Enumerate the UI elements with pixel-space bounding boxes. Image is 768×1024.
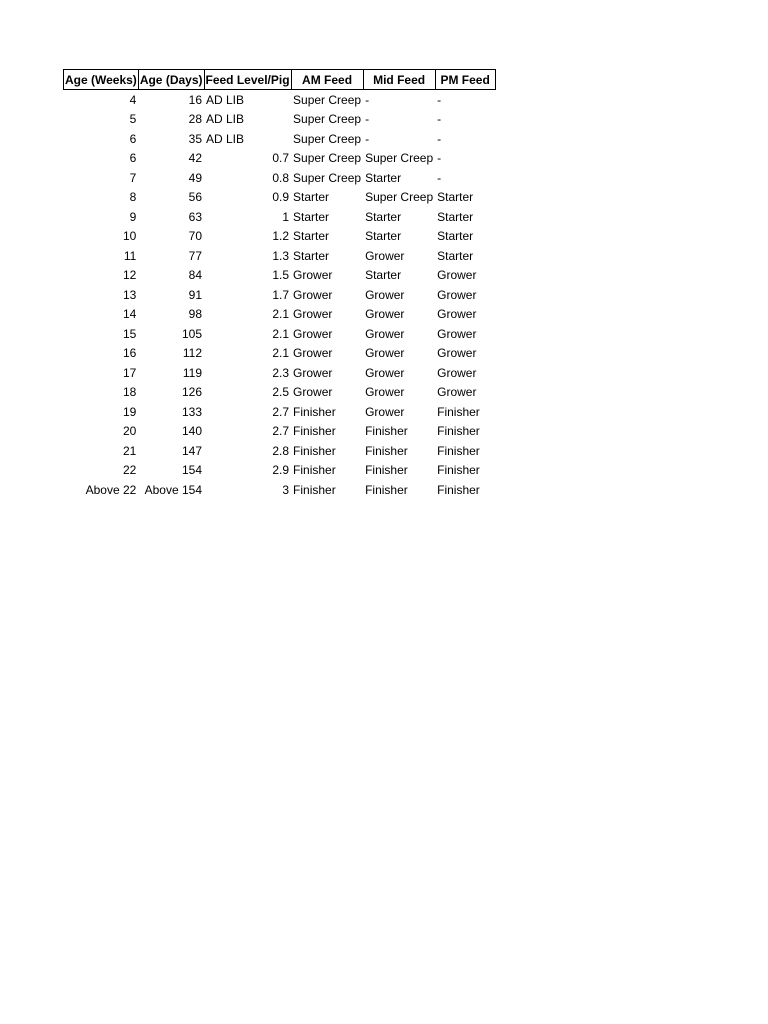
age-days-cell[interactable]: 147: [181, 443, 202, 458]
age-days-cell[interactable]: 49: [188, 170, 202, 185]
age-days-cell[interactable]: 56: [188, 190, 202, 205]
age-weeks-cell[interactable]: 19: [122, 404, 137, 419]
feed-level-cell[interactable]: 2.9: [272, 463, 290, 478]
pm-feed-cell[interactable]: Starter: [437, 248, 474, 263]
table-row: [64, 129, 496, 149]
pm-feed-cell[interactable]: Grower: [437, 385, 477, 400]
table-row: [64, 246, 496, 266]
mid-feed-cell[interactable]: Grower: [365, 307, 405, 322]
age-days-cell[interactable]: 91: [188, 287, 202, 302]
mid-feed-cell[interactable]: Grower: [365, 365, 405, 380]
age-weeks-cell[interactable]: 6: [129, 131, 137, 146]
table-row: [64, 110, 496, 130]
am-feed-cell[interactable]: Finisher: [293, 482, 336, 497]
age-weeks-cell[interactable]: 4: [129, 92, 137, 107]
am-feed-cell[interactable]: Grower: [293, 307, 333, 322]
age-days-cell[interactable]: 126: [181, 385, 202, 400]
am-feed-cell[interactable]: Grower: [293, 365, 333, 380]
header-pm-feed[interactable]: PM Feed: [435, 70, 495, 90]
feed-schedule-table: [63, 69, 496, 500]
table-row: [64, 363, 496, 383]
mid-feed-cell[interactable]: Super Creep: [365, 151, 434, 166]
mid-feed-cell[interactable]: Starter: [365, 229, 402, 244]
pm-feed-cell[interactable]: -: [437, 92, 442, 107]
feed-level-cell[interactable]: 1.3: [272, 248, 290, 263]
am-feed-cell[interactable]: Grower: [293, 385, 333, 400]
table-row: [64, 285, 496, 305]
table-row: [64, 188, 496, 208]
age-weeks-cell[interactable]: 20: [122, 424, 137, 439]
table-row: [64, 207, 496, 227]
table-row: [64, 266, 496, 286]
pm-feed-cell[interactable]: Finisher: [437, 404, 480, 419]
feed-level-cell[interactable]: 1.5: [272, 268, 290, 283]
am-feed-cell[interactable]: Starter: [293, 229, 330, 244]
am-feed-cell[interactable]: Finisher: [293, 424, 336, 439]
header-row: [64, 70, 496, 90]
table-row: [64, 324, 496, 344]
age-days-cell[interactable]: 112: [182, 346, 202, 361]
mid-feed-cell[interactable]: Starter: [365, 170, 402, 185]
feed-level-cell[interactable]: 2.8: [272, 443, 290, 458]
feed-level-cell[interactable]: 2.7: [272, 404, 290, 419]
header-mid-feed[interactable]: Mid Feed: [363, 70, 435, 90]
feed-level-cell[interactable]: 0.8: [272, 170, 290, 185]
age-weeks-cell[interactable]: 6: [129, 151, 137, 166]
mid-feed-cell[interactable]: -: [365, 112, 370, 127]
pm-feed-cell[interactable]: Grower: [437, 365, 477, 380]
feed-level-cell[interactable]: 2.7: [272, 424, 290, 439]
age-days-cell[interactable]: 140: [181, 424, 202, 439]
feed-level-cell[interactable]: 3: [282, 482, 290, 497]
table-body: [64, 90, 496, 500]
age-weeks-cell[interactable]: 18: [122, 385, 137, 400]
pm-feed-cell[interactable]: Finisher: [437, 482, 480, 497]
am-feed-cell[interactable]: Finisher: [293, 463, 336, 478]
header-age-days[interactable]: Age (Days): [138, 70, 204, 90]
mid-feed-cell[interactable]: Starter: [365, 209, 402, 224]
feed-level-cell[interactable]: 1.2: [272, 229, 290, 244]
age-days-cell[interactable]: 77: [188, 248, 202, 263]
age-days-cell[interactable]: Above 154: [144, 482, 202, 497]
age-weeks-cell[interactable]: 17: [122, 365, 137, 380]
pm-feed-cell[interactable]: Starter: [437, 190, 474, 205]
feed-level-cell[interactable]: 2.1: [272, 346, 290, 361]
pm-feed-cell[interactable]: Grower: [437, 307, 477, 322]
mid-feed-cell[interactable]: Grower: [365, 326, 405, 341]
feed-level-cell[interactable]: 2.5: [272, 385, 290, 400]
age-weeks-cell[interactable]: 10: [122, 229, 137, 244]
table-row: [64, 422, 496, 442]
mid-feed-cell[interactable]: Starter: [365, 268, 402, 283]
age-weeks-cell[interactable]: 13: [122, 287, 137, 302]
age-weeks-cell[interactable]: Above 22: [85, 482, 137, 497]
age-weeks-cell[interactable]: 7: [129, 170, 137, 185]
age-weeks-cell[interactable]: 9: [129, 209, 137, 224]
am-feed-cell[interactable]: Grower: [293, 287, 333, 302]
feed-level-cell[interactable]: 0.7: [272, 151, 290, 166]
mid-feed-cell[interactable]: Grower: [365, 287, 405, 302]
am-feed-cell[interactable]: Super Creep: [293, 92, 362, 107]
age-days-cell[interactable]: 16: [188, 92, 202, 107]
am-feed-cell[interactable]: Finisher: [293, 404, 336, 419]
table-row: [64, 90, 496, 110]
age-days-cell[interactable]: 98: [188, 307, 202, 322]
age-weeks-cell[interactable]: 5: [129, 112, 137, 127]
mid-feed-cell[interactable]: Grower: [365, 385, 405, 400]
age-days-cell[interactable]: 105: [181, 326, 202, 341]
feed-level-cell[interactable]: AD LIB: [206, 92, 245, 107]
header-am-feed[interactable]: AM Feed: [291, 70, 363, 90]
pm-feed-cell[interactable]: Grower: [437, 326, 477, 341]
pm-feed-cell[interactable]: -: [437, 151, 442, 166]
age-days-cell[interactable]: 154: [181, 463, 202, 478]
age-weeks-cell[interactable]: 16: [122, 346, 137, 361]
pm-feed-cell[interactable]: Grower: [437, 268, 477, 283]
age-days-cell[interactable]: 35: [188, 131, 202, 146]
feed-schedule-sheet: [63, 69, 496, 500]
am-feed-cell[interactable]: Starter: [293, 209, 330, 224]
pm-feed-cell[interactable]: -: [437, 131, 442, 146]
age-weeks-cell[interactable]: 8: [129, 190, 137, 205]
mid-feed-cell[interactable]: -: [365, 131, 370, 146]
mid-feed-cell[interactable]: Grower: [365, 404, 405, 419]
feed-level-cell[interactable]: AD LIB: [206, 112, 245, 127]
mid-feed-cell[interactable]: Finisher: [365, 482, 408, 497]
mid-feed-cell[interactable]: Finisher: [365, 443, 408, 458]
am-feed-cell[interactable]: Super Creep: [293, 131, 362, 146]
mid-feed-cell[interactable]: Finisher: [365, 463, 408, 478]
am-feed-cell[interactable]: Finisher: [293, 443, 336, 458]
age-weeks-cell[interactable]: 22: [122, 463, 137, 478]
header-age-weeks[interactable]: Age (Weeks): [64, 70, 139, 90]
age-days-cell[interactable]: 133: [181, 404, 202, 419]
table-row: [64, 344, 496, 364]
table-row: [64, 168, 496, 188]
am-feed-cell[interactable]: Super Creep: [293, 112, 362, 127]
age-days-cell[interactable]: 119: [182, 365, 202, 380]
am-feed-cell[interactable]: Grower: [293, 326, 333, 341]
age-days-cell[interactable]: 63: [188, 209, 202, 224]
pm-feed-cell[interactable]: -: [437, 170, 442, 185]
table-row: [64, 441, 496, 461]
table-row: [64, 383, 496, 403]
pm-feed-cell[interactable]: Starter: [437, 209, 474, 224]
age-days-cell[interactable]: 70: [188, 229, 202, 244]
am-feed-cell[interactable]: Grower: [293, 268, 333, 283]
table-row: [64, 305, 496, 325]
table-row: [64, 227, 496, 247]
table-row: [64, 402, 496, 422]
table-row: [64, 149, 496, 169]
age-weeks-cell[interactable]: 11: [123, 248, 137, 263]
header-feed-level[interactable]: Feed Level/Pig: [204, 70, 291, 90]
age-days-cell[interactable]: 28: [188, 112, 202, 127]
age-days-cell[interactable]: 42: [188, 151, 202, 166]
mid-feed-cell[interactable]: Grower: [365, 346, 405, 361]
am-feed-cell[interactable]: Super Creep: [293, 151, 362, 166]
feed-level-cell[interactable]: 2.1: [272, 326, 290, 341]
age-weeks-cell[interactable]: 12: [122, 268, 137, 283]
feed-level-cell[interactable]: 0.9: [272, 190, 290, 205]
am-feed-cell[interactable]: Grower: [293, 346, 333, 361]
pm-feed-cell[interactable]: Finisher: [437, 463, 480, 478]
age-weeks-cell[interactable]: 21: [122, 443, 137, 458]
pm-feed-cell[interactable]: Finisher: [437, 424, 480, 439]
feed-level-cell[interactable]: 1.7: [272, 287, 290, 302]
pm-feed-cell[interactable]: Finisher: [437, 443, 480, 458]
mid-feed-cell[interactable]: Super Creep: [365, 190, 434, 205]
feed-level-cell[interactable]: 1: [282, 209, 290, 224]
am-feed-cell[interactable]: Starter: [293, 248, 330, 263]
feed-level-cell[interactable]: 2.1: [272, 307, 290, 322]
am-feed-cell[interactable]: Starter: [293, 190, 330, 205]
age-days-cell[interactable]: 84: [188, 268, 202, 283]
age-weeks-cell[interactable]: 14: [122, 307, 137, 322]
age-weeks-cell[interactable]: 15: [122, 326, 137, 341]
mid-feed-cell[interactable]: Grower: [365, 248, 405, 263]
feed-level-cell[interactable]: AD LIB: [206, 131, 245, 146]
pm-feed-cell[interactable]: -: [437, 112, 442, 127]
pm-feed-cell[interactable]: Grower: [437, 346, 477, 361]
feed-level-cell[interactable]: 2.3: [272, 365, 290, 380]
table-row: [64, 480, 496, 500]
pm-feed-cell[interactable]: Starter: [437, 229, 474, 244]
table-row: [64, 461, 496, 481]
pm-feed-cell[interactable]: Grower: [437, 287, 477, 302]
am-feed-cell[interactable]: Super Creep: [293, 170, 362, 185]
mid-feed-cell[interactable]: -: [365, 92, 370, 107]
mid-feed-cell[interactable]: Finisher: [365, 424, 408, 439]
